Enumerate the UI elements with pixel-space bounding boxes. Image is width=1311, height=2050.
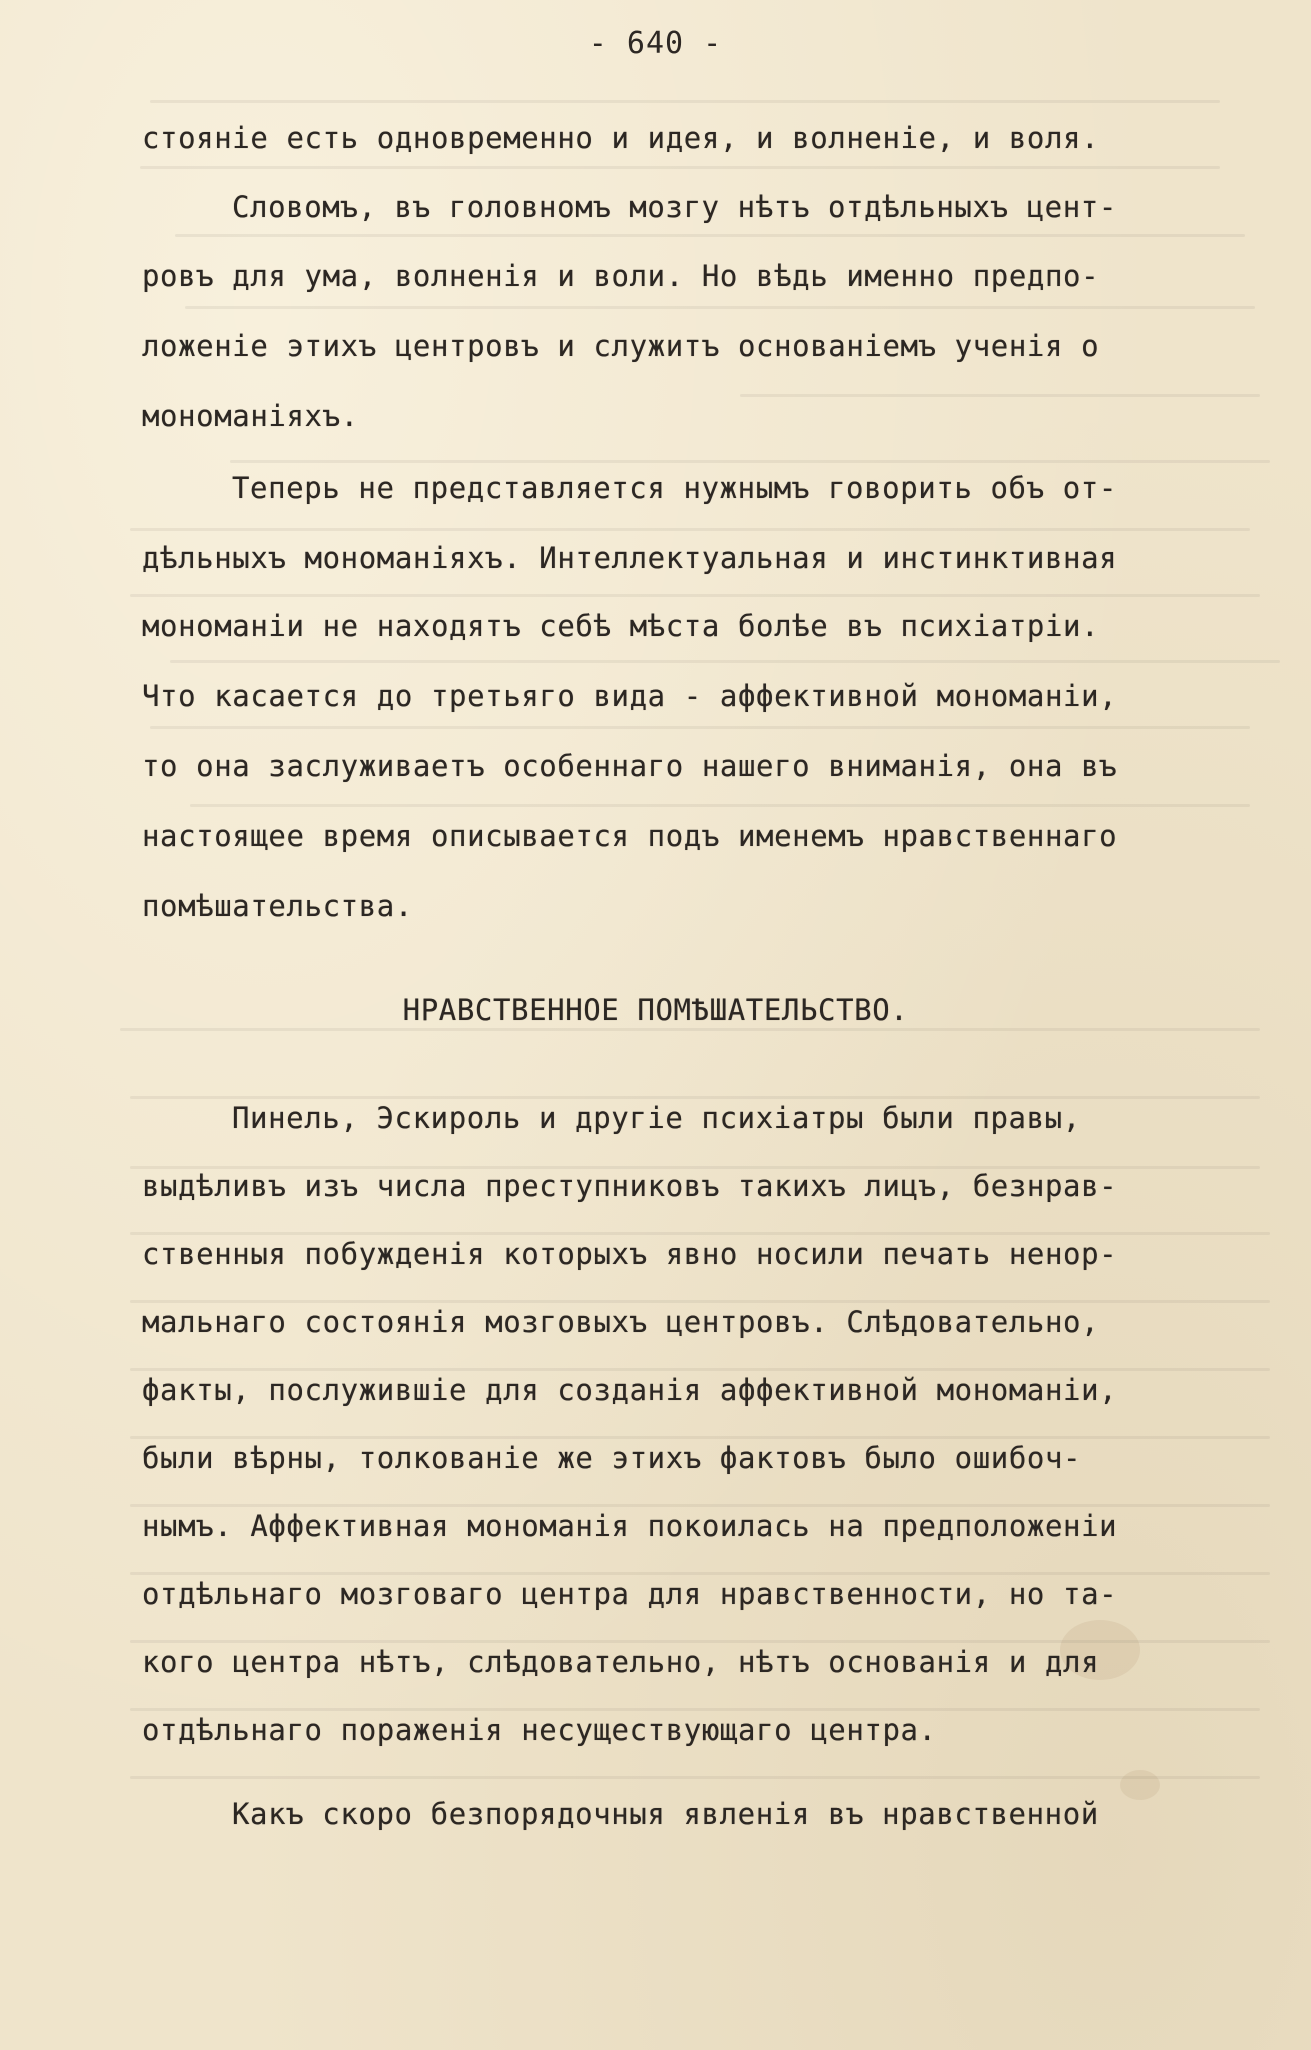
text-line: стояніе есть одновременно и идея, и волненіе, и воля.: [142, 121, 1100, 155]
text-line: ложеніе этихъ центровъ и служитъ основаніемъ ученія о: [142, 329, 1100, 363]
text-line: мономаніи не находятъ себѣ мѣста болѣе въ психіатріи.: [142, 609, 1100, 643]
text-line: ровъ для ума, волненія и воли. Но вѣдь именно предпо-: [142, 259, 1100, 293]
text-line: мальнаго состоянія мозговыхъ центровъ. Слѣдовательно,: [142, 1305, 1100, 1339]
text-line: Пинель, Эскироль и другіе психіатры были правы,: [232, 1101, 1081, 1135]
page-number: - 640 -: [588, 26, 723, 61]
text-line: Теперь не представляется нужнымъ говорить объ от-: [232, 471, 1117, 505]
text-line: отдѣльнаго мозговаго центра для нравственности, но та-: [142, 1577, 1118, 1611]
text-line: кого центра нѣтъ, слѣдовательно, нѣтъ основанія и для: [142, 1645, 1100, 1679]
text-line: Что касается до третьяго вида - аффективной мономаніи,: [142, 679, 1118, 713]
text-line: то она заслуживаетъ особеннаго нашего вниманія, она въ: [142, 749, 1118, 783]
text-line: настоящее время описывается подъ именемъ нравственнаго: [142, 819, 1118, 853]
text-line: были вѣрны, толкованіе же этихъ фактовъ было ошибоч-: [142, 1441, 1082, 1475]
text-line: помѣшательства.: [142, 889, 413, 923]
text-line: отдѣльнаго пораженія несуществующаго центра.: [142, 1713, 937, 1747]
text-line: ственныя побужденія которыхъ явно носили печать ненор-: [142, 1237, 1118, 1271]
text-line: нымъ. Аффективная мономанія покоилась на предположеніи: [142, 1509, 1118, 1543]
section-heading: НРАВСТВЕННОЕ ПОМѢШАТЕЛЬСТВО.: [402, 993, 909, 1027]
text-line: выдѣливъ изъ числа преступниковъ такихъ лицъ, безнрав-: [142, 1169, 1118, 1203]
text-line: мономаніяхъ.: [142, 399, 359, 433]
text-line: Какъ скоро безпорядочныя явленія въ нравственной: [232, 1797, 1099, 1831]
text-line: Словомъ, въ головномъ мозгу нѣтъ отдѣльныхъ цент-: [232, 190, 1117, 224]
text-line: дѣльныхъ мономаніяхъ. Интеллектуальная и инстинктивная: [142, 541, 1118, 575]
text-line: факты, послужившіе для созданія аффективной мономаніи,: [142, 1373, 1118, 1407]
